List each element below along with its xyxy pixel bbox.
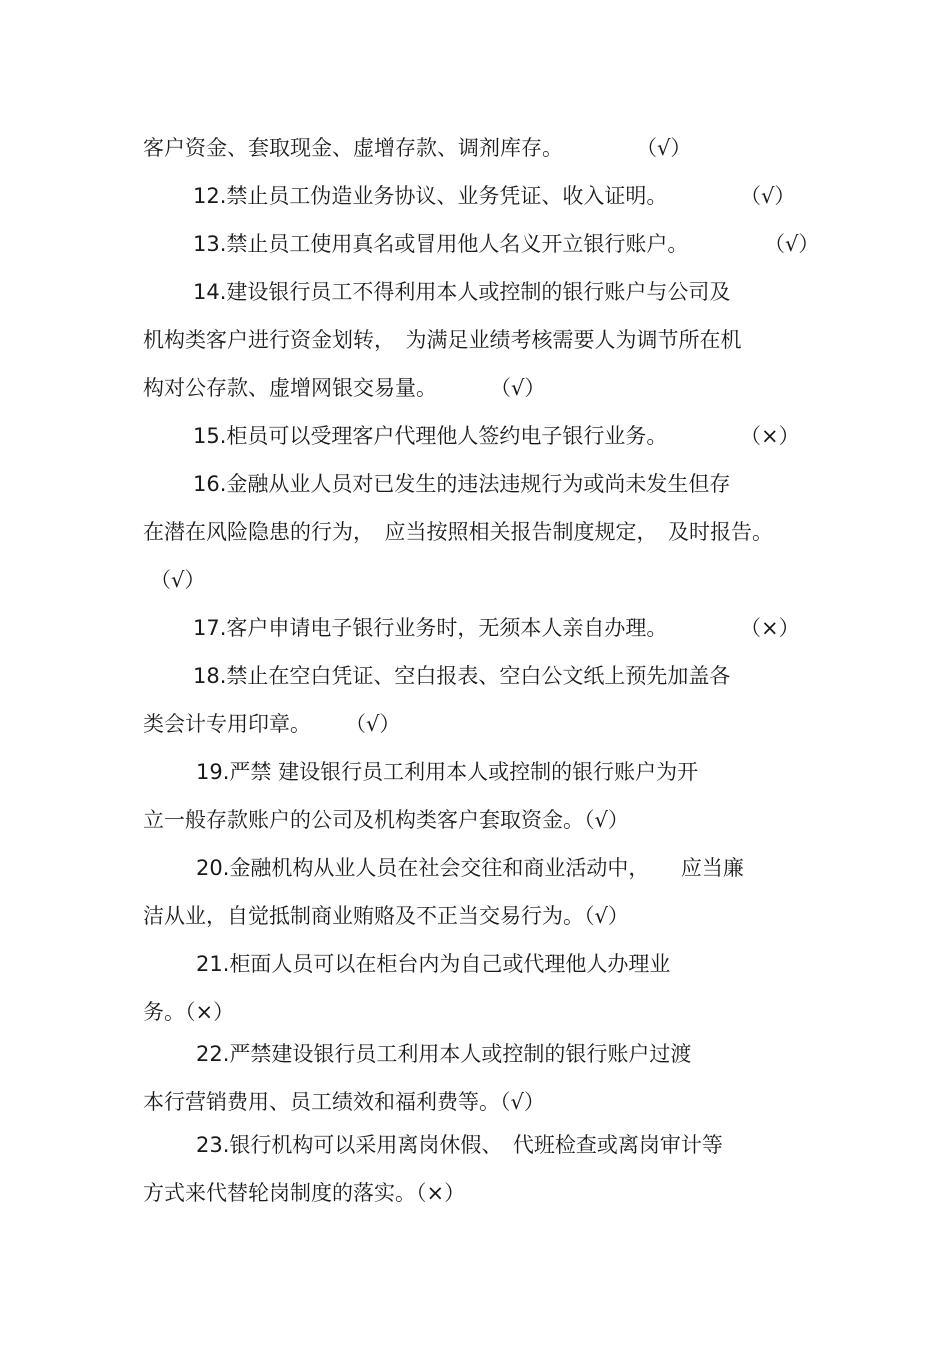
- question-19: 19.严禁 建设银行员工利用本人或控制的银行账户为开: [196, 760, 699, 784]
- answer-mark: （√）: [490, 376, 546, 400]
- answer-mark: （√）: [764, 232, 820, 256]
- answer-mark: （√）: [345, 712, 401, 736]
- question-22: 22.严禁建设银行员工利用本人或控制的银行账户过渡: [196, 1042, 692, 1066]
- question-23: 23.银行机构可以采用离岗休假、 代班检查或离岗审计等: [196, 1133, 723, 1157]
- text-line: 务。（×）: [143, 1000, 235, 1024]
- answer-mark: （√）: [150, 568, 206, 592]
- text-line: 本行营销费用、员工绩效和福利费等。（√）: [143, 1090, 545, 1114]
- question-16: 16.金融从业人员对已发生的违法违规行为或尚未发生但存: [193, 472, 731, 496]
- question-12: 12.禁止员工伪造业务协议、业务凭证、收入证明。: [193, 184, 668, 208]
- question-15: 15.柜员可以受理客户代理他人签约电子银行业务。: [193, 424, 668, 448]
- question-18: 18.禁止在空白凭证、空白报表、空白公文纸上预先加盖各: [193, 664, 731, 688]
- question-21: 21.柜面人员可以在柜台内为自己或代理他人办理业: [196, 952, 671, 976]
- text-line: 机构类客户进行资金划转， 为满足业绩考核需要人为调节所在机: [143, 328, 742, 352]
- text-line: 立一般存款账户的公司及机构类客户套取资金。（√）: [143, 808, 629, 832]
- question-17: 17.客户申请电子银行业务时，无须本人亲自办理。: [193, 616, 668, 640]
- text-line: 构对公存款、虚增网银交易量。: [143, 376, 437, 400]
- text-line: 客户资金、套取现金、虚增存款、调剂库存。: [143, 136, 563, 160]
- text-line: 类会计专用印章。: [143, 712, 311, 736]
- question-13: 13.禁止员工使用真名或冒用他人名义开立银行账户。: [193, 232, 689, 256]
- question-14: 14.建设银行员工不得利用本人或控制的银行账户与公司及: [193, 280, 731, 304]
- text-line: 方式来代替轮岗制度的落实。（×）: [143, 1181, 466, 1205]
- text-line: 在潜在风险隐患的行为， 应当按照相关报告制度规定， 及时报告。: [143, 520, 773, 544]
- answer-mark: （√）: [740, 184, 796, 208]
- text-line: 洁从业，自觉抵制商业贿赂及不正当交易行为。（√）: [143, 904, 629, 928]
- question-20: 20.金融机构从业人员在社会交往和商业活动中， 应当廉: [196, 856, 744, 880]
- answer-mark: （√）: [636, 136, 692, 160]
- answer-mark: （×）: [740, 616, 800, 640]
- answer-mark: （×）: [740, 424, 800, 448]
